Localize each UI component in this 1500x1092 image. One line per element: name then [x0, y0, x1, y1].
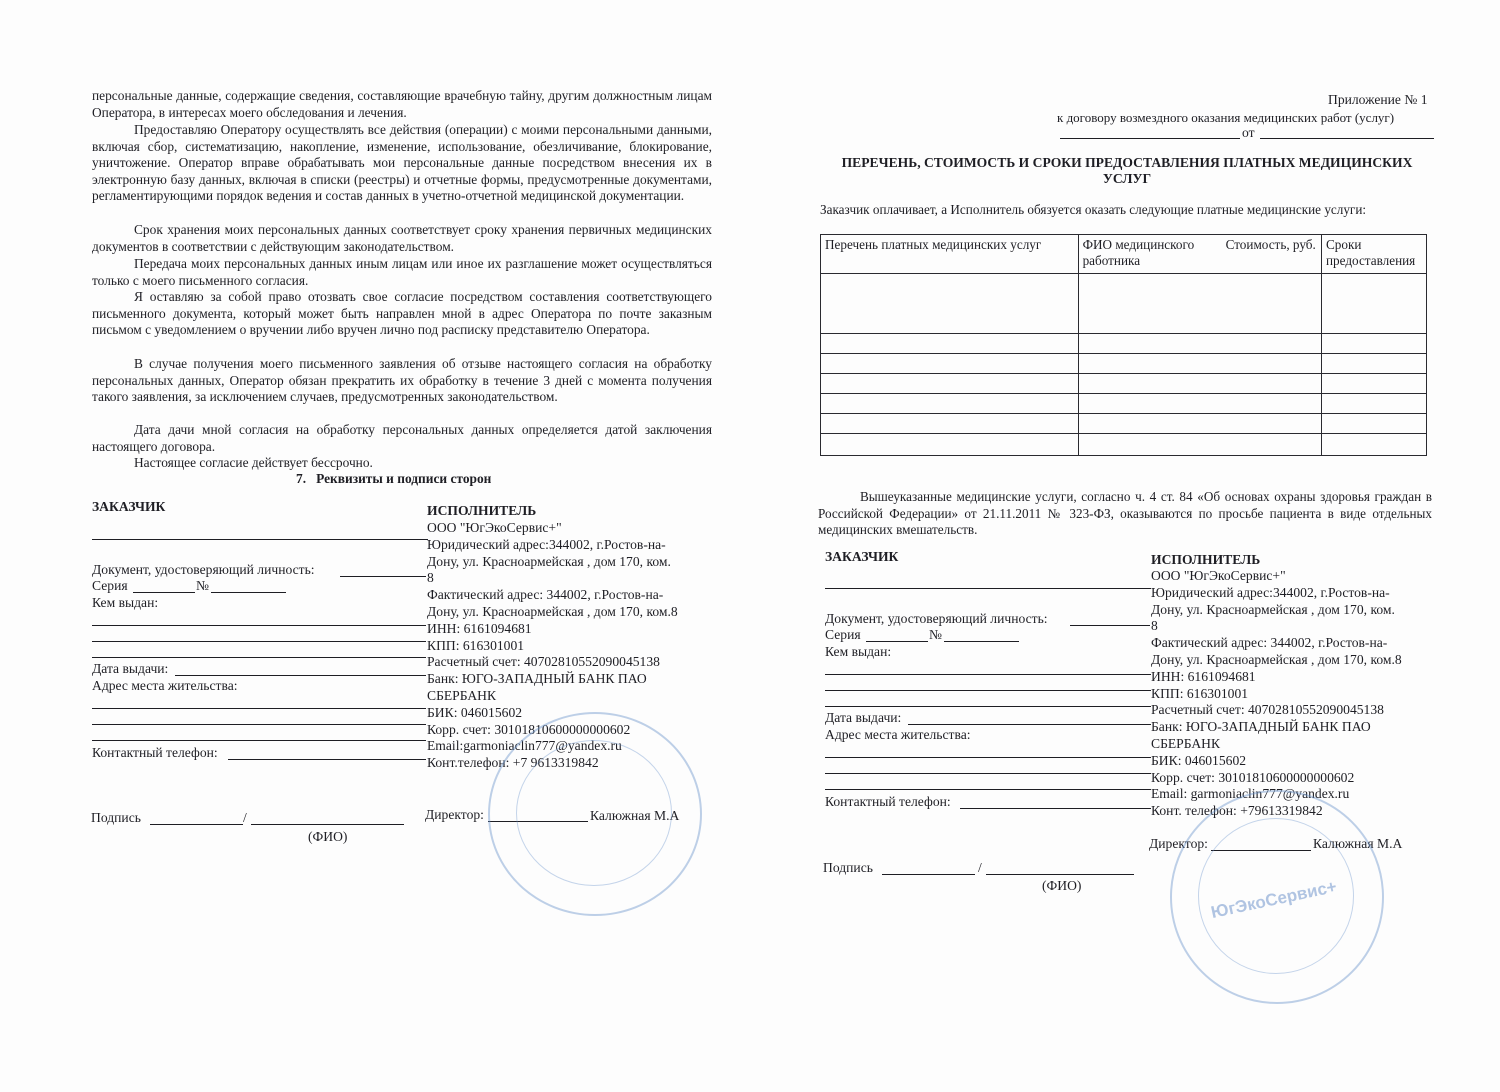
table-cell[interactable] — [1321, 374, 1426, 394]
table-cell[interactable] — [821, 274, 1079, 334]
table-row — [821, 374, 1427, 394]
signature-slash-right: / — [978, 860, 982, 875]
customer-name-line[interactable] — [92, 539, 428, 540]
table-cell[interactable] — [1078, 374, 1321, 394]
table-cell[interactable] — [1078, 334, 1321, 354]
issue-date-label: Дата выдачи: — [92, 661, 169, 676]
table-row — [821, 274, 1427, 334]
executor-phone: Конт.телефон: +7 9613319842 — [427, 755, 599, 771]
table-row — [821, 354, 1427, 374]
executor-bank-2: СБЕРБАНК — [427, 687, 497, 703]
appendix-date-line[interactable] — [1260, 138, 1434, 139]
paragraph-transfer: Передача моих персональных данных иным лицам или иное их разглашение может осуществляться только с моего письменного согласия. — [92, 256, 712, 288]
issued-by-line-1[interactable] — [92, 625, 426, 626]
main-title-line-1: ПЕРЕЧЕНЬ, СТОИМОСТЬ И СРОКИ ПРЕДОСТАВЛЕНИЯ ПЛАТНЫХ МЕДИЦИНСКИХ — [841, 155, 1413, 170]
table-cell[interactable] — [821, 334, 1079, 354]
header-terms: Сроки предоставления — [1321, 235, 1426, 274]
address-line-1[interactable] — [92, 708, 426, 709]
executor-bank-1: Банк: ЮГО-ЗАПАДНЫЙ БАНК ПАО — [427, 671, 647, 687]
executor-corr-account: Корр. счет: 30101810600000000602 — [427, 721, 631, 737]
signature-line-right[interactable] — [882, 874, 975, 875]
executor-actual-address-1-right: Фактический адрес: 344002, г.Ростов-на- — [1151, 635, 1388, 651]
signature-line[interactable] — [150, 824, 243, 825]
director-label-right: Директор: — [1149, 836, 1208, 851]
appendix-subtitle: к договору возмездного оказания медицинских работ (услуг) — [1057, 110, 1395, 125]
paragraph-revocation-processing: В случае получения моего письменного заявления об отзыве настоящего согласия на обработку персональных данных, Оператор обязан прекратить их обработку в течение 3 дней с момента получения такого заявления, за исключением случаев, предусмотренных законодательством. — [92, 356, 712, 405]
contract-page-right — [750, 0, 1500, 1092]
paragraph-consent-date: Дата дачи мной согласия на обработку персональных данных определяется датой заключения настоящего договора. — [92, 422, 712, 454]
issue-date-label-right: Дата выдачи: — [825, 710, 902, 725]
director-name: Калюжная М.А — [590, 808, 680, 823]
table-cell[interactable] — [1078, 394, 1321, 414]
phone-line-right[interactable] — [960, 808, 1151, 809]
table-row — [821, 394, 1427, 414]
table-cell[interactable] — [1078, 354, 1321, 374]
executor-legal-address-3-right: 8 — [1151, 618, 1158, 634]
executor-legal-address-2-right: Дону, ул. Красноармейская , дом 170, ком. — [1151, 601, 1395, 617]
executor-actual-address-1: Фактический адрес: 344002, г.Ростов-на- — [427, 587, 664, 603]
executor-bik-right: БИК: 046015602 — [1151, 752, 1247, 768]
executor-legal-address-1-right: Юридический адрес:344002, г.Ростов-на- — [1151, 584, 1390, 600]
customer-name-line-right[interactable] — [825, 588, 1151, 589]
table-cell[interactable] — [821, 434, 1079, 456]
section-title: 7. Реквизиты и подписи сторон — [296, 471, 492, 486]
appendix-from: от — [1242, 125, 1255, 140]
issued-by-line-2-right[interactable] — [825, 690, 1151, 691]
appendix-number-line[interactable] — [1060, 138, 1240, 139]
document-field-line[interactable] — [340, 576, 426, 577]
issued-by-line-3[interactable] — [92, 657, 426, 658]
number-field-line-right[interactable] — [944, 641, 1019, 642]
address-line-1-right[interactable] — [825, 757, 1151, 758]
services-table — [820, 234, 1427, 456]
company-stamp-inner — [516, 740, 672, 886]
executor-company: ООО "ЮгЭкоСервис+" — [427, 520, 562, 535]
signature-label-right: Подпись — [823, 860, 873, 875]
intro-paragraph — [92, 88, 712, 121]
company-stamp — [488, 712, 702, 916]
executor-legal-address-2: Дону, ул. Красноармейская , дом 170, ком. — [427, 553, 671, 569]
document-label-right: Документ, удостоверяющий личность: — [825, 611, 1048, 626]
services-intro: Заказчик оплачивает, а Исполнитель обязуется оказать следующие платные медицинские услуги: — [820, 202, 1367, 217]
table-cell[interactable] — [1321, 394, 1426, 414]
services-table-header — [821, 235, 1427, 274]
document-field-line-right[interactable] — [1070, 625, 1150, 626]
document-label: Документ, удостоверяющий личность: — [92, 562, 315, 577]
series-field-line-right[interactable] — [866, 641, 928, 642]
table-row — [821, 334, 1427, 354]
table-cell[interactable] — [1321, 414, 1426, 434]
header-worker: ФИО медицинского работника — [1082, 237, 1195, 268]
executor-details-right — [1151, 568, 1402, 820]
table-cell[interactable] — [821, 374, 1079, 394]
fio-label-right: (ФИО) — [1042, 878, 1082, 893]
executor-kpp: КПП: 616301001 — [427, 637, 525, 653]
series-label-right: Серия — [825, 627, 861, 642]
fio-line[interactable] — [251, 824, 404, 825]
number-field-line[interactable] — [211, 592, 286, 593]
executor-company-right: ООО "ЮгЭкоСервис+" — [1151, 568, 1286, 583]
phone-label-right: Контактный телефон: — [825, 794, 951, 809]
table-cell[interactable] — [821, 414, 1079, 434]
header-cost: Стоимость, руб. — [1225, 237, 1316, 252]
company-stamp-right — [1170, 790, 1384, 1004]
table-cell[interactable] — [821, 354, 1079, 374]
executor-email-right: Email: garmoniaclin777@yandex.ru — [1151, 786, 1350, 802]
executor-inn: ИНН: 6161094681 — [427, 620, 532, 636]
services-note: Вышеуказанные медицинские услуги, согласно ч. 4 ст. 84 «Об основах охраны здоровья граждан в Российской Федерации» от 21.11.2011 № 323-ФЗ, оказываются по просьбе пациента в виде отдельных медицинских вмешательств. — [818, 489, 1432, 538]
table-cell[interactable] — [1321, 274, 1426, 334]
executor-bik: БИК: 046015602 — [427, 704, 523, 720]
table-cell[interactable] — [1078, 434, 1321, 456]
series-field-line[interactable] — [133, 592, 195, 593]
executor-kpp-right: КПП: 616301001 — [1151, 685, 1249, 701]
fio-line-right[interactable] — [986, 874, 1134, 875]
executor-heading-right: ИСПОЛНИТЕЛЬ — [1151, 552, 1261, 567]
phone-line[interactable] — [228, 759, 426, 760]
executor-actual-address-2: Дону, ул. Красноармейская , дом 170, ком.8 — [427, 603, 678, 619]
address-line-2[interactable] — [92, 724, 426, 725]
executor-account-right: Расчетный счет: 40702810552090045138 — [1151, 702, 1384, 718]
table-cell[interactable] — [1078, 414, 1321, 434]
issue-date-line[interactable] — [175, 675, 426, 676]
address-line-3-right[interactable] — [825, 789, 1151, 790]
main-title — [810, 155, 1444, 187]
executor-bank-1-right: Банк: ЮГО-ЗАПАДНЫЙ БАНК ПАО — [1151, 719, 1371, 735]
executor-legal-address-1: Юридический адрес:344002, г.Ростов-на- — [427, 536, 666, 552]
paragraph-storage-term: Срок хранения моих персональных данных соответствует сроку хранения первичных медицинских документов в соответствии с действующим законодательством. — [92, 222, 712, 254]
signature-slash: / — [243, 810, 247, 825]
header-worker-cost — [1078, 235, 1321, 274]
table-cell[interactable] — [1321, 434, 1426, 456]
issue-date-line-right[interactable] — [908, 724, 1151, 725]
table-cell[interactable] — [1078, 274, 1321, 334]
executor-bank-2-right: СБЕРБАНК — [1151, 735, 1221, 751]
intro-text: персональные данные, содержащие сведения, составляющие врачебную тайну, другим должностным лицам Оператора, в интересах моего обследования и лечения. — [92, 88, 712, 120]
number-label: № — [196, 578, 209, 593]
appendix-title: Приложение № 1 — [1328, 92, 1428, 107]
issued-by-label: Кем выдан: — [92, 595, 159, 610]
address-label-right: Адрес места жительства: — [825, 727, 971, 742]
director-label: Директор: — [425, 807, 484, 822]
paragraph-operations: Предоставляю Оператору осуществлять все действия (операции) с моими персональными данными, включая сбор, систематизацию, накопление, изменение, использование, обезличивание, блокирование, уничтожение. Оператор вправе обрабатывать мои персональные данные посредством внесения их в электронную базу данных, включая в списки (реестры) и отчетные формы, предусмотренные документами, регламентирующими порядок ведения и состав данных в учетно-отчетной медицинской документации. — [92, 122, 712, 204]
customer-heading-right: ЗАКАЗЧИК — [825, 549, 899, 564]
table-cell[interactable] — [1321, 354, 1426, 374]
address-line-3[interactable] — [92, 740, 426, 741]
paragraph-revoke: Я оставляю за собой право отозвать свое согласие посредством составления соответствующего письменного документа, который может быть направлен мной в адрес Оператора по почте заказным письмом с уведомлением о вручении либо вручен лично под расписку представителю Оператора. — [92, 289, 712, 338]
header-services: Перечень платных медицинских услуг — [821, 235, 1079, 274]
executor-inn-right: ИНН: 6161094681 — [1151, 668, 1256, 684]
table-cell[interactable] — [821, 394, 1079, 414]
table-cell[interactable] — [1321, 334, 1426, 354]
number-label-right: № — [929, 627, 942, 642]
executor-account: Расчетный счет: 40702810552090045138 — [427, 654, 660, 670]
executor-phone-right: Конт. телефон: +79613319842 — [1151, 803, 1323, 819]
address-label: Адрес места жительства: — [92, 678, 238, 693]
executor-actual-address-2-right: Дону, ул. Красноармейская , дом 170, ком.8 — [1151, 651, 1402, 667]
phone-label: Контактный телефон: — [92, 745, 218, 760]
executor-corr-account-right: Корр. счет: 30101810600000000602 — [1151, 769, 1355, 785]
fio-label: (ФИО) — [308, 829, 348, 844]
table-row — [821, 414, 1427, 434]
issued-by-line-2[interactable] — [92, 641, 426, 642]
executor-heading: ИСПОЛНИТЕЛЬ — [427, 503, 537, 518]
issued-by-line-3-right[interactable] — [825, 706, 1151, 707]
executor-legal-address-3: 8 — [427, 570, 434, 586]
executor-email: Email:garmoniaclin777@yandex.ru — [427, 738, 622, 754]
stamp-company-name: ЮгЭкоСервис+ — [1209, 876, 1339, 923]
series-label: Серия — [92, 578, 128, 593]
customer-heading: ЗАКАЗЧИК — [92, 499, 166, 514]
issued-by-line-1-right[interactable] — [825, 674, 1151, 675]
main-title-line-2: УСЛУГ — [1102, 171, 1152, 186]
table-row — [821, 434, 1427, 456]
signature-label: Подпись — [91, 810, 141, 825]
issued-by-label-right: Кем выдан: — [825, 644, 892, 659]
director-name-right: Калюжная М.А — [1313, 836, 1403, 851]
address-line-2-right[interactable] — [825, 773, 1151, 774]
paragraph-indefinite: Настоящее согласие действует бессрочно. — [134, 455, 373, 470]
